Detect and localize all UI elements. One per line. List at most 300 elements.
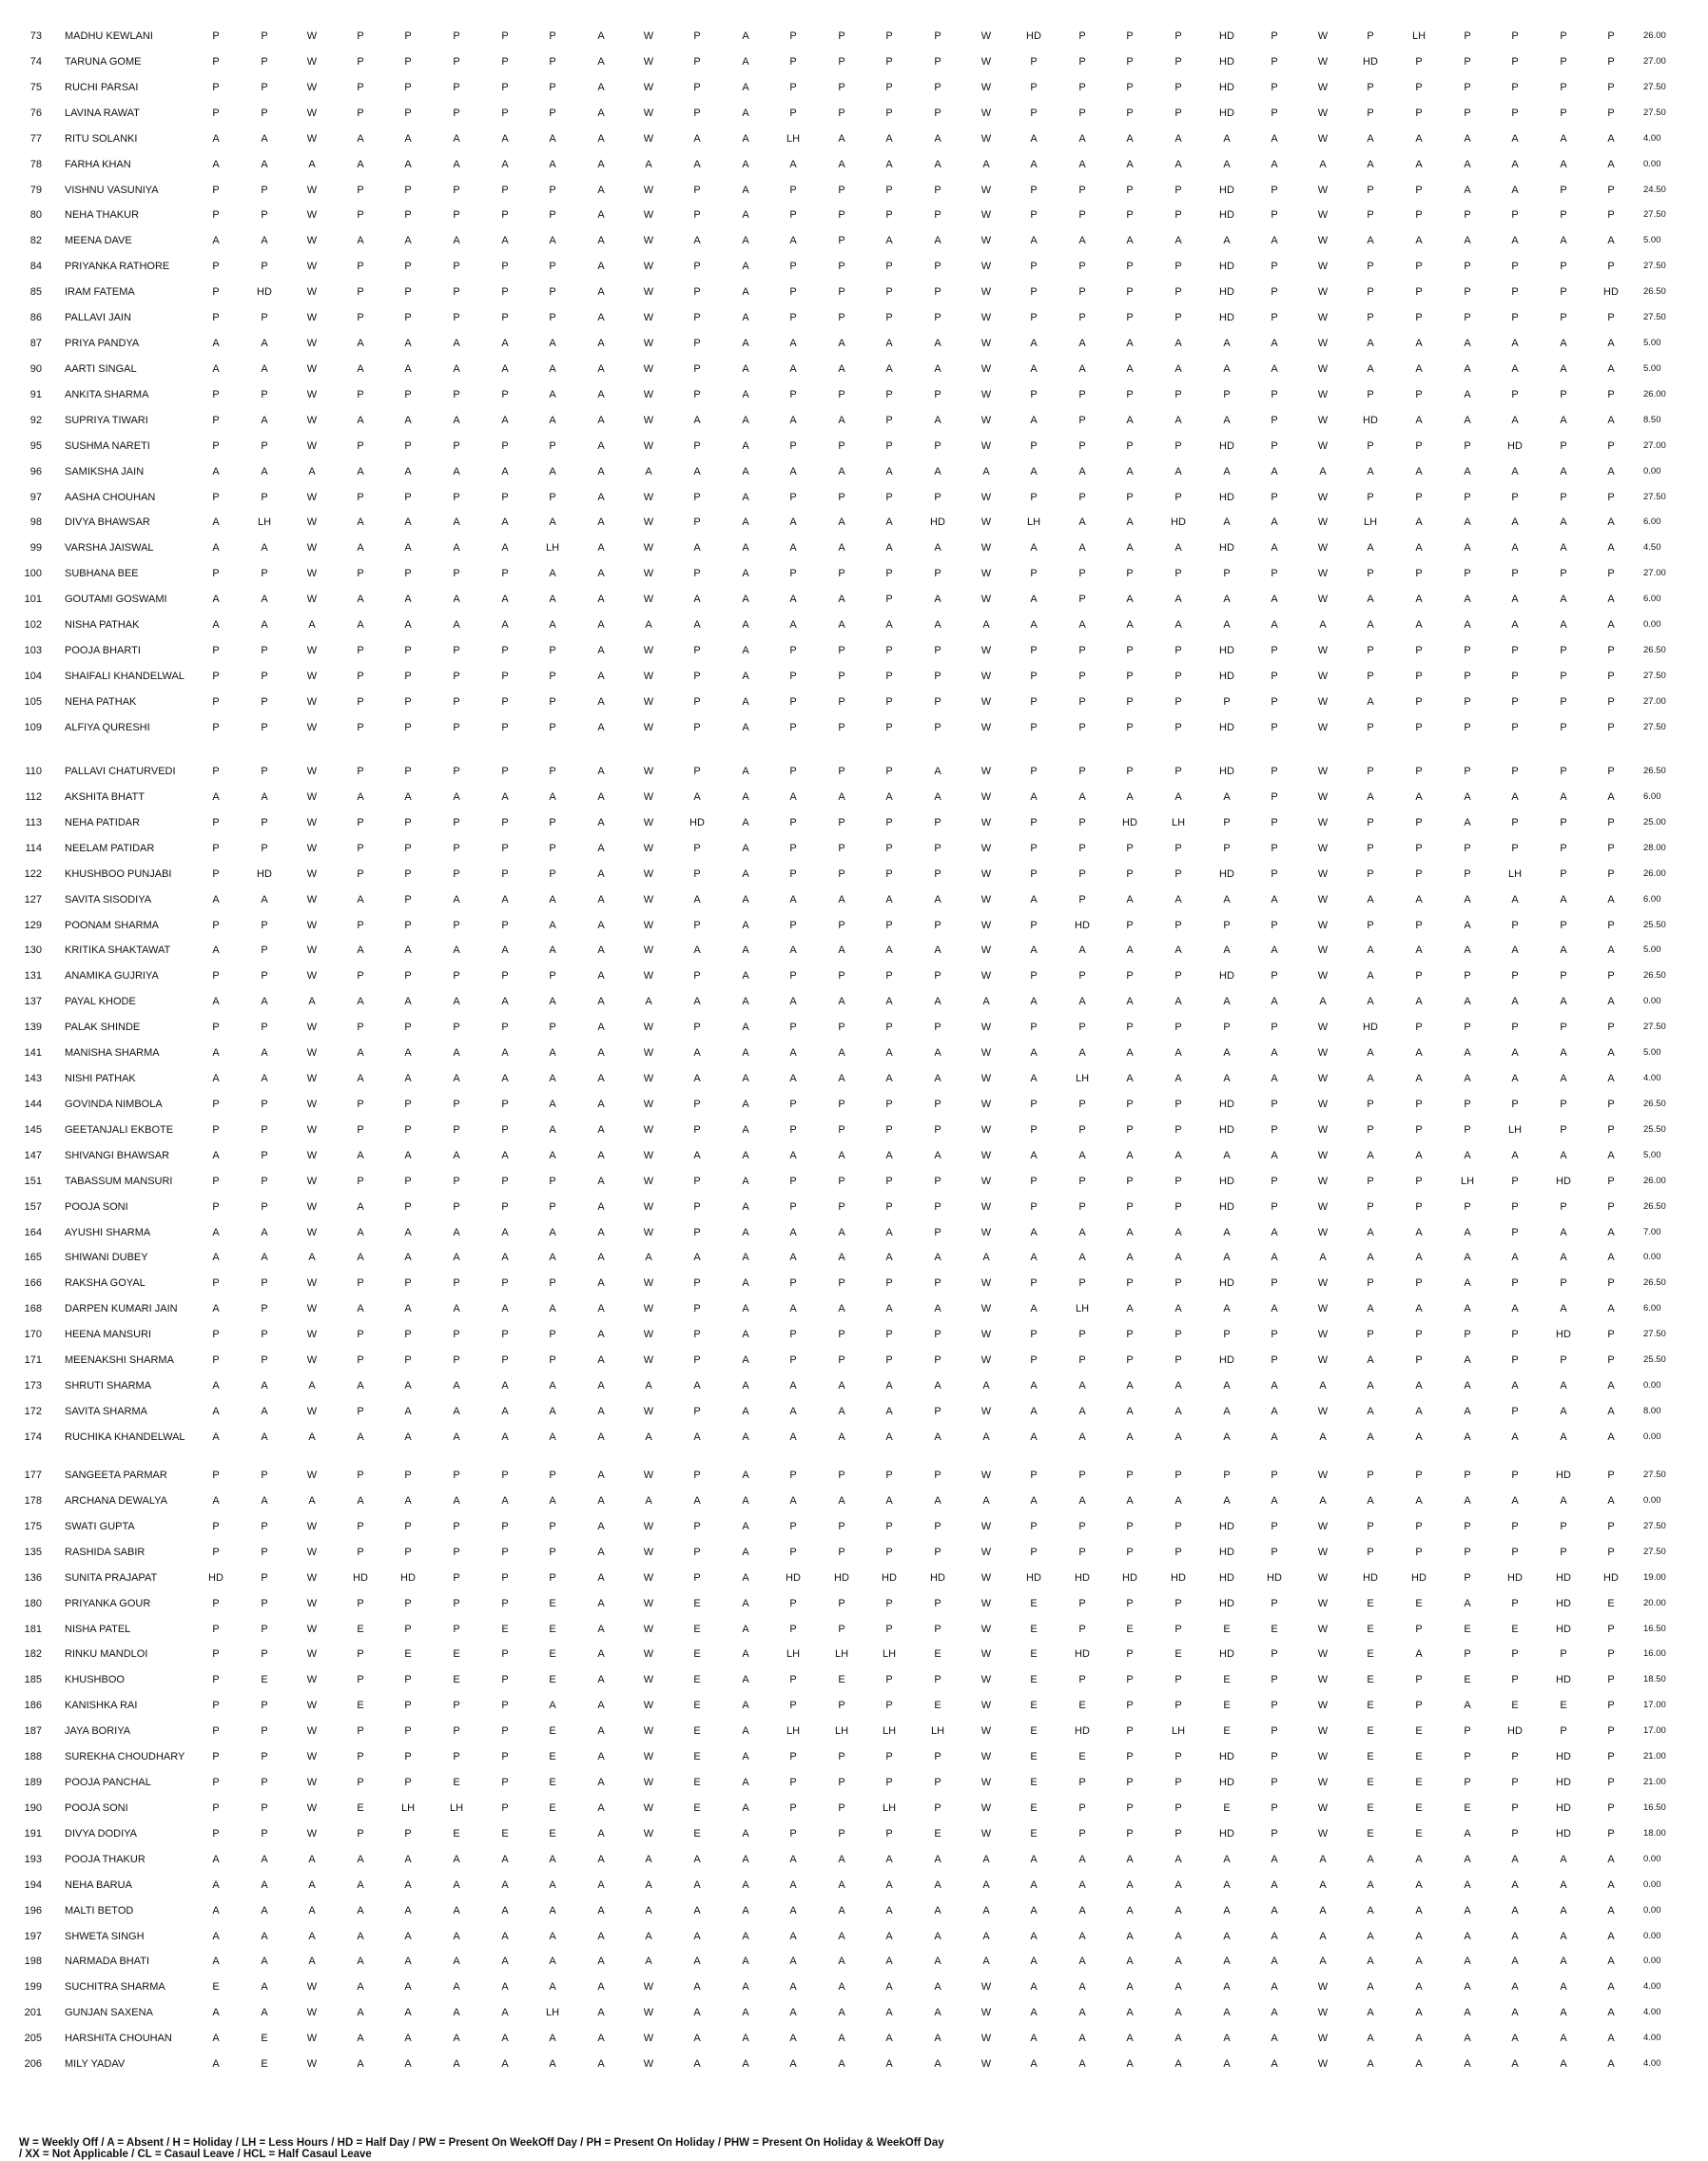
attendance-cell: A	[261, 415, 268, 426]
attendance-cell: W	[643, 30, 654, 42]
attendance-cell: W	[306, 1674, 318, 1685]
attendance-cell: A	[1078, 133, 1086, 145]
attendance-cell: A	[549, 996, 556, 1007]
attendance-cell: A	[597, 1047, 605, 1059]
attendance-cell: A	[1415, 415, 1423, 426]
attendance-cell: A	[549, 619, 556, 631]
attendance-cell: A	[1511, 791, 1519, 803]
employee-number: 181	[24, 1624, 42, 1635]
attendance-cell: P	[1078, 1176, 1086, 1187]
attendance-cell: P	[1174, 440, 1182, 452]
attendance-cell: P	[1078, 696, 1086, 708]
attendance-cell: A	[212, 894, 220, 905]
attendance-cell: A	[693, 894, 701, 905]
attendance-cell: A	[885, 1227, 893, 1238]
attendance-cell: P	[1464, 696, 1471, 708]
attendance-cell: A	[597, 1252, 605, 1263]
attendance-cell: W	[1317, 286, 1329, 298]
attendance-cell: W	[980, 1802, 992, 1814]
attendance-cell: E	[1367, 1674, 1374, 1685]
attendance-cell: P	[1271, 1022, 1278, 1033]
total-days: 18.00	[1643, 1828, 1666, 1839]
attendance-cell: A	[693, 1073, 701, 1084]
attendance-cell: P	[693, 261, 701, 272]
attendance-cell: A	[693, 944, 701, 956]
attendance-cell: W	[980, 107, 992, 119]
attendance-cell: A	[597, 1099, 605, 1110]
attendance-cell: P	[1560, 868, 1567, 880]
attendance-cell: A	[1367, 1406, 1374, 1417]
attendance-cell: A	[212, 619, 220, 631]
attendance-cell: A	[1223, 791, 1231, 803]
attendance-cell: W	[306, 312, 318, 323]
attendance-cell: W	[643, 209, 654, 221]
attendance-cell: P	[1607, 1725, 1615, 1737]
attendance-cell: P	[453, 1572, 460, 1584]
attendance-cell: A	[742, 1879, 749, 1891]
attendance-cell: W	[643, 1303, 654, 1314]
table-row	[0, 1147, 1708, 1164]
attendance-cell: P	[1607, 1201, 1615, 1213]
attendance-cell: A	[1126, 1956, 1134, 1967]
attendance-cell: A	[1078, 1150, 1086, 1161]
attendance-cell: P	[1607, 817, 1615, 828]
employee-number: 110	[25, 766, 42, 777]
attendance-cell: P	[357, 82, 364, 93]
attendance-cell: P	[1078, 894, 1086, 905]
attendance-cell: P	[1367, 1329, 1374, 1340]
table-row	[0, 1774, 1708, 1791]
attendance-cell: A	[1271, 894, 1278, 905]
attendance-cell: A	[501, 235, 509, 246]
attendance-cell: A	[1078, 1380, 1086, 1392]
attendance-cell: A	[1126, 1879, 1134, 1891]
attendance-cell: A	[1607, 1150, 1615, 1161]
attendance-cell: A	[1607, 894, 1615, 905]
attendance-cell: P	[1271, 82, 1278, 93]
attendance-cell: P	[1126, 671, 1134, 682]
attendance-cell: P	[261, 30, 268, 42]
attendance-cell: P	[1464, 1572, 1471, 1584]
attendance-cell: P	[404, 1598, 412, 1609]
attendance-cell: P	[501, 56, 509, 68]
attendance-cell: W	[1317, 1176, 1329, 1187]
employee-name: TARUNA GOME	[65, 56, 142, 68]
attendance-cell: P	[1126, 868, 1134, 880]
attendance-cell: A	[838, 338, 845, 349]
attendance-cell: P	[501, 209, 509, 221]
attendance-cell: P	[1607, 766, 1615, 777]
attendance-cell: P	[1126, 440, 1134, 452]
attendance-cell: A	[404, 1495, 412, 1507]
attendance-cell: E	[1030, 1624, 1038, 1635]
attendance-cell: A	[1174, 133, 1182, 145]
attendance-cell: P	[1126, 1277, 1134, 1289]
attendance-cell: P	[549, 817, 556, 828]
attendance-cell: P	[357, 1124, 364, 1136]
attendance-cell: P	[693, 1521, 701, 1532]
attendance-cell: A	[1560, 466, 1567, 477]
attendance-cell: P	[1367, 209, 1374, 221]
attendance-cell: LH	[930, 1725, 945, 1737]
attendance-cell: A	[789, 1956, 797, 1967]
attendance-cell: A	[693, 1981, 701, 1993]
attendance-cell: A	[1271, 1495, 1278, 1507]
attendance-cell: A	[742, 1380, 749, 1392]
table-row	[0, 967, 1708, 984]
attendance-cell: W	[1317, 1624, 1329, 1635]
attendance-cell: P	[212, 30, 220, 42]
attendance-cell: P	[1607, 1674, 1615, 1685]
employee-name: DIVYA BHAWSAR	[65, 516, 150, 528]
attendance-cell: A	[838, 1150, 845, 1161]
total-days: 27.50	[1643, 312, 1666, 322]
attendance-cell: A	[838, 1981, 845, 1993]
attendance-cell: A	[789, 1905, 797, 1917]
attendance-cell: W	[1317, 1099, 1329, 1110]
attendance-cell: W	[980, 920, 992, 931]
attendance-cell: E	[1223, 1725, 1231, 1737]
attendance-cell: A	[1415, 894, 1423, 905]
attendance-cell: A	[404, 594, 412, 605]
attendance-cell: P	[501, 1354, 509, 1366]
attendance-cell: HD	[930, 516, 945, 528]
attendance-cell: A	[212, 466, 220, 477]
attendance-cell: A	[1607, 2058, 1615, 2070]
attendance-cell: A	[1319, 1252, 1327, 1263]
attendance-cell: A	[1126, 1431, 1134, 1443]
attendance-cell: P	[1607, 920, 1615, 931]
attendance-cell: P	[1078, 492, 1086, 503]
attendance-cell: A	[693, 1956, 701, 1967]
attendance-cell: A	[1464, 944, 1471, 956]
total-days: 27.00	[1643, 696, 1666, 707]
attendance-cell: A	[742, 1624, 749, 1635]
attendance-cell: A	[212, 2058, 220, 2070]
attendance-cell: P	[1607, 1124, 1615, 1136]
attendance-cell: P	[885, 1201, 893, 1213]
attendance-cell: W	[306, 1201, 318, 1213]
attendance-cell: A	[1511, 1981, 1519, 1993]
attendance-cell: P	[1271, 1176, 1278, 1187]
attendance-cell: P	[1078, 56, 1086, 68]
attendance-cell: W	[643, 542, 654, 554]
attendance-cell: W	[980, 1329, 992, 1340]
attendance-cell: P	[885, 645, 893, 656]
employee-name: KANISHKA RAI	[65, 1700, 138, 1711]
attendance-cell: W	[980, 415, 992, 426]
attendance-cell: A	[1030, 1495, 1038, 1507]
attendance-cell: A	[597, 1905, 605, 1917]
attendance-cell: P	[1078, 568, 1086, 579]
attendance-cell: A	[1511, 185, 1519, 196]
attendance-cell: P	[1030, 1099, 1038, 1110]
attendance-cell: E	[1415, 1725, 1423, 1737]
attendance-cell: A	[1223, 235, 1231, 246]
attendance-cell: A	[1464, 1854, 1471, 1865]
attendance-cell: A	[982, 1854, 990, 1865]
attendance-cell: P	[693, 286, 701, 298]
attendance-cell: W	[1317, 1828, 1329, 1840]
attendance-cell: A	[308, 619, 316, 631]
attendance-cell: A	[742, 1470, 749, 1481]
attendance-cell: A	[742, 1227, 749, 1238]
attendance-cell: P	[404, 696, 412, 708]
attendance-cell: A	[1464, 542, 1471, 554]
attendance-cell: P	[1126, 1751, 1134, 1762]
attendance-cell: E	[549, 1624, 556, 1635]
table-row	[0, 53, 1708, 70]
attendance-cell: P	[789, 1700, 797, 1711]
attendance-cell: P	[501, 261, 509, 272]
attendance-cell: P	[404, 1470, 412, 1481]
attendance-cell: A	[742, 338, 749, 349]
attendance-cell: P	[885, 766, 893, 777]
attendance-cell: W	[1317, 312, 1329, 323]
attendance-cell: P	[789, 1674, 797, 1685]
attendance-cell: A	[453, 1956, 460, 1967]
attendance-cell: W	[643, 235, 654, 246]
attendance-cell: P	[789, 261, 797, 272]
attendance-cell: A	[1464, 1931, 1471, 1942]
attendance-cell: HD	[689, 817, 705, 828]
total-days: 0.00	[1643, 1495, 1661, 1506]
attendance-cell: A	[597, 1380, 605, 1392]
attendance-cell: A	[1126, 235, 1134, 246]
attendance-cell: P	[1078, 1547, 1086, 1558]
attendance-cell: LH	[545, 2007, 560, 2018]
attendance-cell: LH	[1411, 30, 1427, 42]
attendance-cell: A	[1223, 1150, 1231, 1161]
attendance-cell: A	[1030, 415, 1038, 426]
attendance-cell: A	[1415, 542, 1423, 554]
attendance-cell: W	[643, 1981, 654, 1993]
attendance-cell: P	[212, 1470, 220, 1481]
table-row	[0, 335, 1708, 352]
attendance-cell: P	[1464, 82, 1471, 93]
table-row	[0, 1275, 1708, 1292]
attendance-cell: W	[306, 82, 318, 93]
attendance-cell: W	[643, 185, 654, 196]
attendance-cell: A	[1464, 817, 1471, 828]
employee-number: 187	[24, 1725, 42, 1737]
attendance-cell: A	[742, 722, 749, 733]
attendance-cell: A	[1415, 1380, 1423, 1392]
attendance-cell: A	[597, 1547, 605, 1558]
attendance-cell: A	[1464, 1227, 1471, 1238]
attendance-cell: P	[1511, 30, 1519, 42]
total-days: 5.00	[1643, 1047, 1661, 1058]
employee-number: 188	[24, 1751, 42, 1762]
attendance-cell: P	[212, 492, 220, 503]
attendance-cell: P	[1271, 920, 1278, 931]
attendance-cell: P	[1464, 107, 1471, 119]
attendance-cell: A	[1271, 2033, 1278, 2044]
attendance-cell: P	[501, 1277, 509, 1289]
attendance-cell: A	[742, 1495, 749, 1507]
attendance-cell: P	[1415, 1176, 1423, 1187]
attendance-cell: P	[789, 82, 797, 93]
attendance-cell: P	[934, 868, 941, 880]
attendance-cell: P	[261, 185, 268, 196]
employee-number: 78	[29, 159, 42, 170]
attendance-cell: A	[1126, 594, 1134, 605]
attendance-cell: P	[1126, 286, 1134, 298]
attendance-cell: P	[885, 389, 893, 400]
attendance-cell: A	[597, 133, 605, 145]
attendance-cell: P	[549, 1329, 556, 1340]
attendance-cell: A	[1223, 1252, 1231, 1263]
attendance-cell: W	[306, 1022, 318, 1033]
attendance-cell: HD	[1267, 1572, 1282, 1584]
attendance-cell: E	[1030, 1700, 1038, 1711]
attendance-cell: P	[1464, 568, 1471, 579]
attendance-cell: A	[404, 1879, 412, 1891]
attendance-cell: P	[934, 209, 941, 221]
attendance-cell: P	[885, 1751, 893, 1762]
attendance-cell: A	[742, 843, 749, 854]
attendance-cell: A	[1030, 1854, 1038, 1865]
attendance-cell: A	[1367, 1495, 1374, 1507]
attendance-cell: W	[643, 1547, 654, 1558]
employee-name: SAVITA SISODIYA	[65, 894, 152, 905]
attendance-cell: P	[404, 56, 412, 68]
attendance-cell: A	[1319, 1879, 1327, 1891]
attendance-cell: P	[1078, 1624, 1086, 1635]
attendance-cell: W	[1317, 1227, 1329, 1238]
attendance-cell: P	[934, 1022, 941, 1033]
attendance-cell: A	[597, 2033, 605, 2044]
attendance-cell: P	[1223, 1470, 1231, 1481]
attendance-cell: P	[1223, 389, 1231, 400]
attendance-cell: P	[1607, 82, 1615, 93]
attendance-cell: A	[261, 1879, 268, 1891]
attendance-cell: P	[1078, 312, 1086, 323]
attendance-cell: W	[980, 1700, 992, 1711]
attendance-cell: P	[1174, 1201, 1182, 1213]
attendance-cell: A	[742, 1777, 749, 1788]
employee-number: 201	[24, 2007, 42, 2018]
employee-name: SHIWANI DUBEY	[65, 1252, 148, 1263]
attendance-cell: P	[789, 645, 797, 656]
attendance-cell: A	[789, 1227, 797, 1238]
attendance-cell: P	[501, 1547, 509, 1558]
attendance-cell: W	[1317, 2007, 1329, 2018]
attendance-cell: W	[1317, 492, 1329, 503]
attendance-cell: P	[1560, 30, 1567, 42]
attendance-cell: A	[597, 1431, 605, 1443]
attendance-cell: P	[1511, 389, 1519, 400]
attendance-cell: HD	[1026, 30, 1041, 42]
attendance-cell: P	[1271, 1700, 1278, 1711]
total-days: 27.50	[1643, 1329, 1666, 1339]
attendance-cell: P	[261, 1329, 268, 1340]
attendance-cell: W	[1317, 1700, 1329, 1711]
attendance-cell: W	[306, 766, 318, 777]
attendance-cell: P	[1607, 1624, 1615, 1635]
employee-name: LAVINA RAWAT	[65, 107, 140, 119]
attendance-cell: A	[1560, 1854, 1567, 1865]
attendance-cell: A	[1223, 1879, 1231, 1891]
attendance-cell: A	[357, 1201, 364, 1213]
attendance-cell: A	[1078, 1879, 1086, 1891]
attendance-cell: A	[1367, 594, 1374, 605]
attendance-cell: A	[357, 1303, 364, 1314]
attendance-cell: A	[404, 2033, 412, 2044]
table-row	[0, 1121, 1708, 1139]
attendance-cell: W	[980, 817, 992, 828]
attendance-cell: A	[501, 1073, 509, 1084]
attendance-cell: A	[501, 1303, 509, 1314]
attendance-cell: A	[308, 1956, 316, 1967]
attendance-cell: P	[1464, 766, 1471, 777]
attendance-cell: W	[643, 1047, 654, 1059]
attendance-cell: A	[597, 1022, 605, 1033]
attendance-cell: W	[1317, 2058, 1329, 2070]
attendance-cell: A	[838, 1380, 845, 1392]
attendance-cell: A	[1126, 1047, 1134, 1059]
attendance-cell: W	[306, 261, 318, 272]
attendance-cell: A	[597, 671, 605, 682]
table-row	[0, 360, 1708, 378]
attendance-cell: P	[789, 920, 797, 931]
attendance-cell: P	[501, 817, 509, 828]
attendance-cell: W	[306, 696, 318, 708]
attendance-cell: W	[306, 1047, 318, 1059]
attendance-cell: P	[1367, 1099, 1374, 1110]
attendance-cell: W	[1317, 516, 1329, 528]
attendance-cell: P	[1126, 1329, 1134, 1340]
attendance-cell: W	[980, 1150, 992, 1161]
employee-number: 97	[29, 492, 42, 503]
attendance-cell: A	[789, 1150, 797, 1161]
attendance-cell: P	[212, 1751, 220, 1762]
total-days: 27.50	[1643, 492, 1666, 502]
attendance-cell: W	[1317, 209, 1329, 221]
attendance-cell: A	[597, 1802, 605, 1814]
attendance-cell: A	[838, 466, 845, 477]
attendance-cell: P	[357, 920, 364, 931]
attendance-cell: LH	[786, 133, 801, 145]
total-days: 26.00	[1643, 1176, 1666, 1186]
attendance-cell: P	[1367, 1470, 1374, 1481]
employee-number: 100	[24, 568, 42, 579]
attendance-cell: P	[885, 1022, 893, 1033]
attendance-cell: P	[453, 1725, 460, 1737]
table-row	[0, 1621, 1708, 1638]
attendance-cell: P	[885, 312, 893, 323]
attendance-cell: A	[1607, 594, 1615, 605]
attendance-cell: LH	[786, 1725, 801, 1737]
attendance-cell: P	[1560, 1022, 1567, 1033]
attendance-cell: A	[357, 1073, 364, 1084]
attendance-cell: P	[549, 722, 556, 733]
attendance-cell: P	[1560, 107, 1567, 119]
attendance-cell: HD	[1075, 920, 1090, 931]
attendance-cell: P	[693, 868, 701, 880]
attendance-cell: P	[1367, 389, 1374, 400]
attendance-cell: HD	[1219, 1354, 1234, 1366]
attendance-cell: P	[549, 696, 556, 708]
attendance-cell: A	[1511, 1303, 1519, 1314]
attendance-cell: P	[453, 1329, 460, 1340]
attendance-cell: W	[306, 1124, 318, 1136]
table-row	[0, 1352, 1708, 1369]
attendance-cell: P	[1415, 766, 1423, 777]
attendance-cell: A	[1174, 1931, 1182, 1942]
attendance-cell: P	[789, 1547, 797, 1558]
attendance-cell: A	[982, 619, 990, 631]
